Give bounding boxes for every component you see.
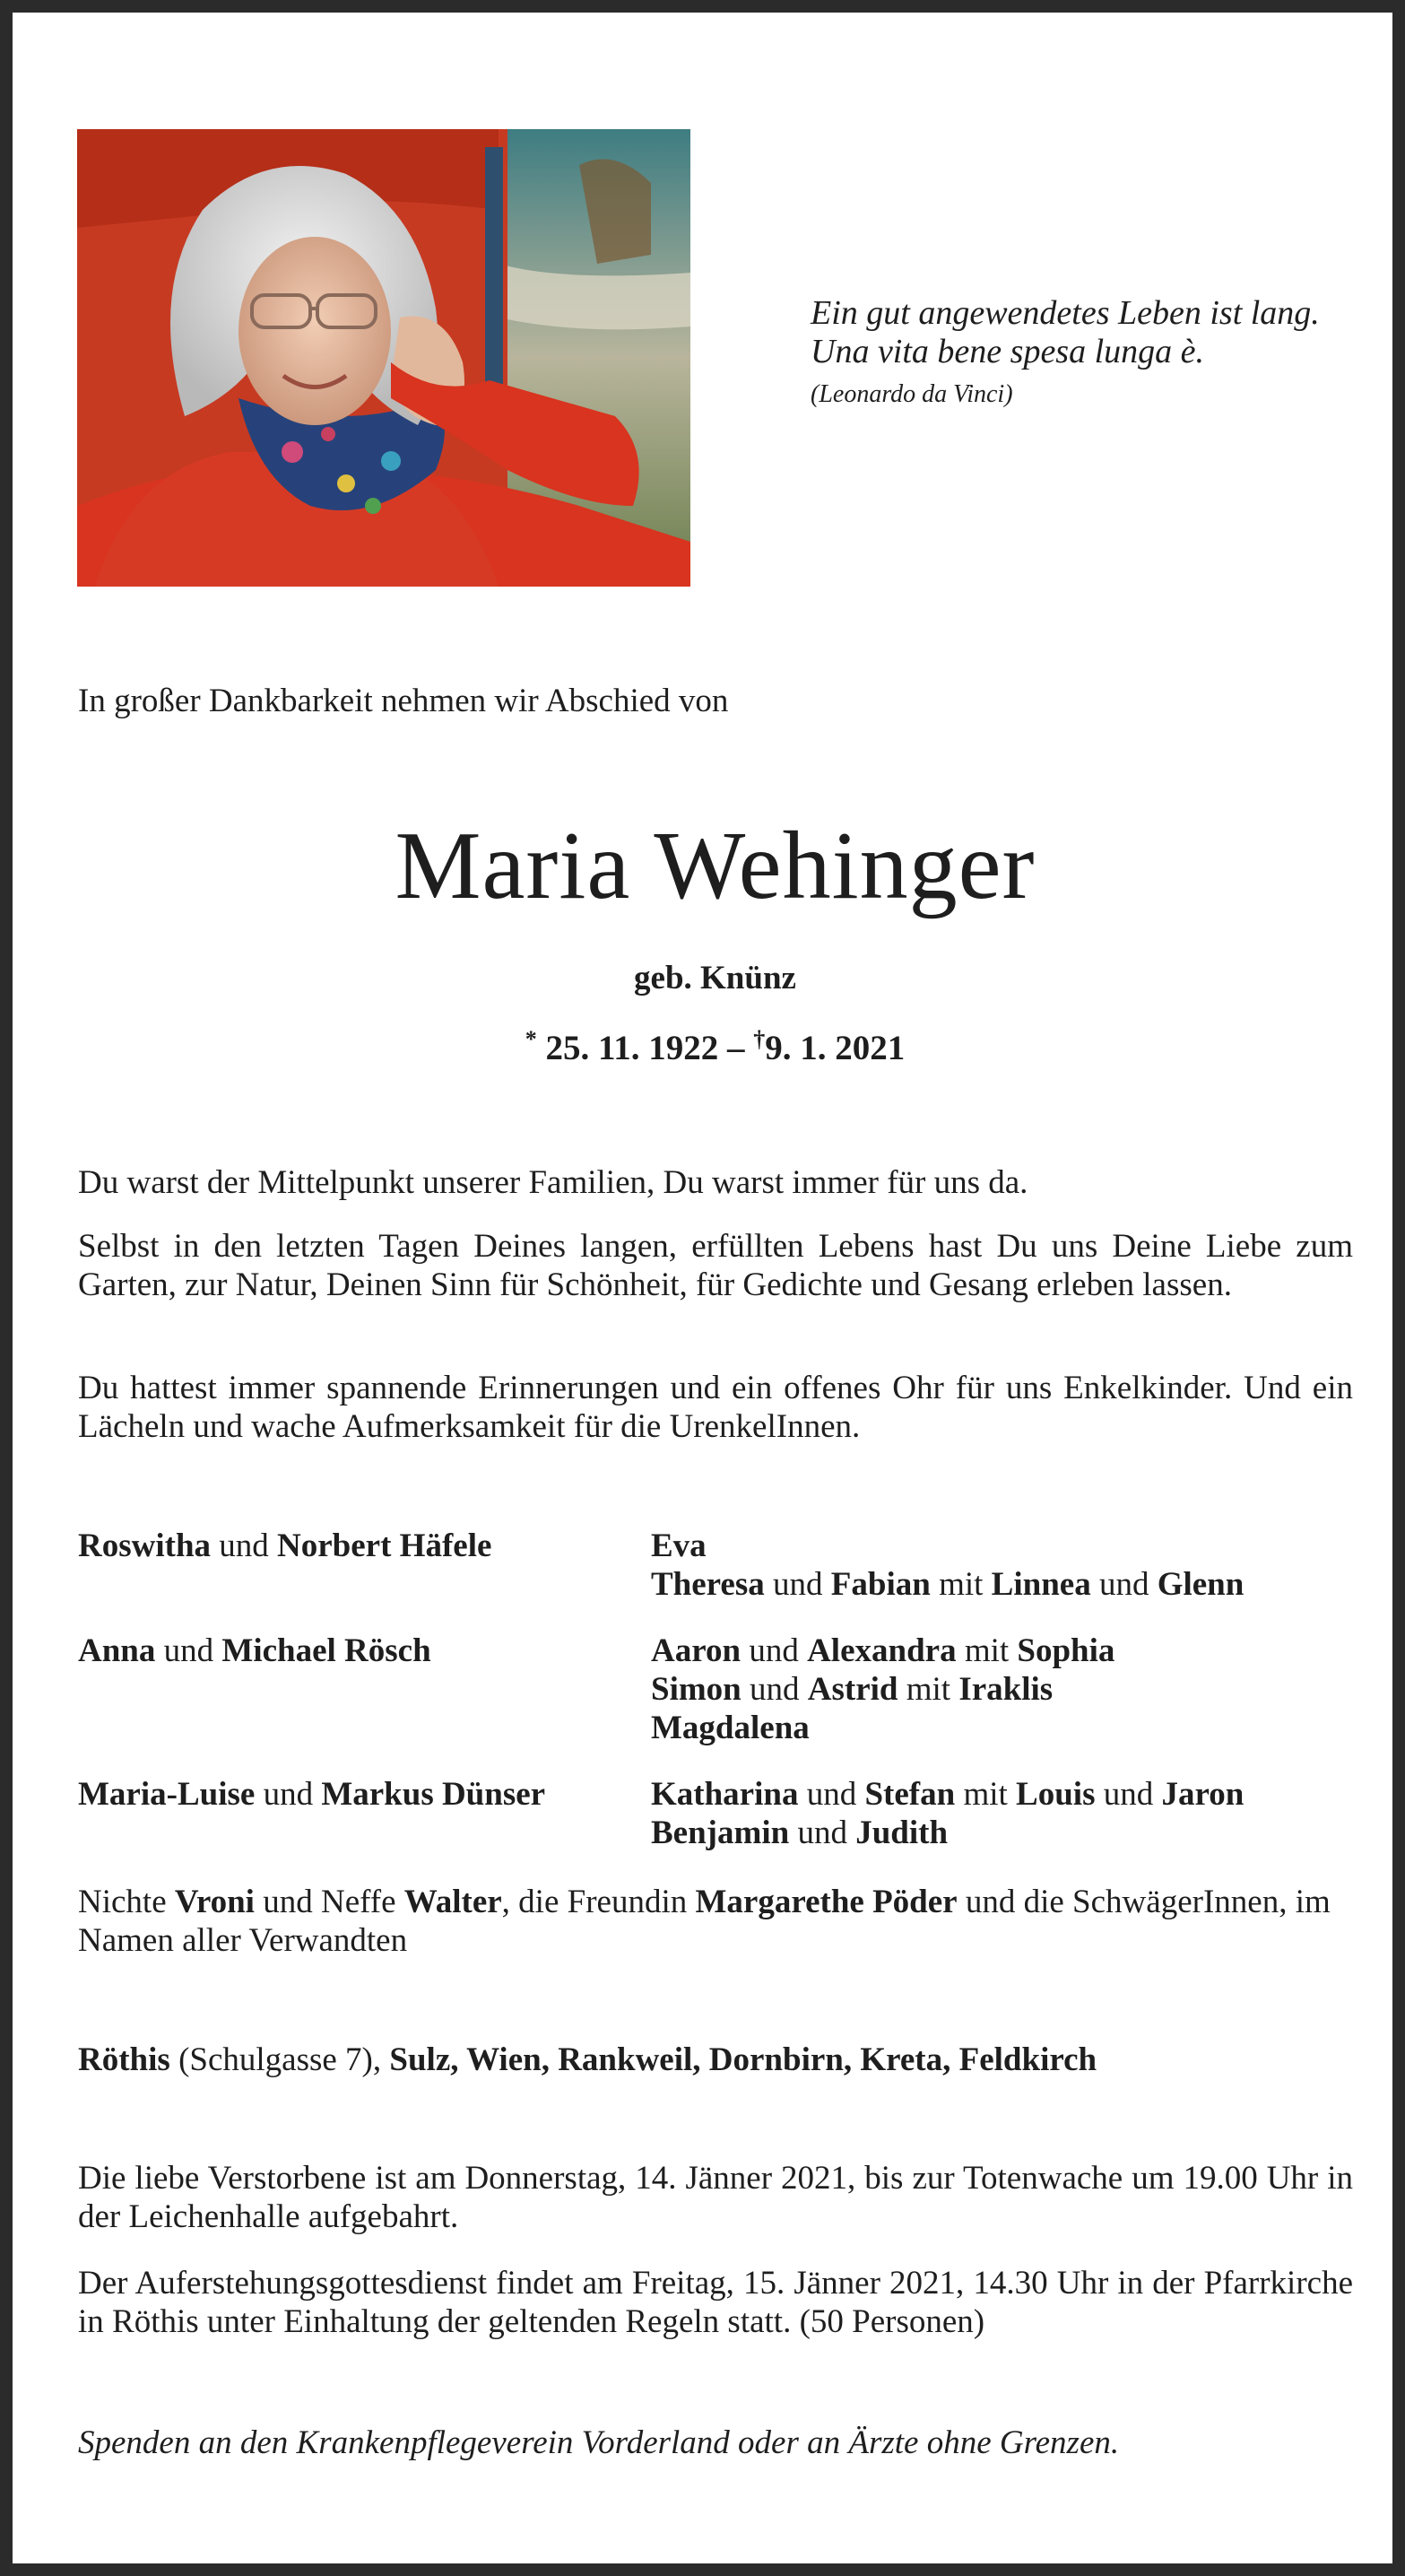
family-group-3-parents (78, 1775, 643, 1814)
quote-source: (Leonardo da Vinci) (811, 380, 1013, 408)
places-line (78, 2041, 1353, 2079)
portrait-photo (77, 129, 690, 587)
family-connector: mit (964, 1632, 1010, 1669)
family-group-3-children (651, 1775, 1359, 1852)
relatives-text: , die Freundin (501, 1884, 696, 1920)
family-connector: mit (963, 1776, 1008, 1813)
family-connector: und (1103, 1776, 1154, 1813)
paragraph-grandchildren: Du hattest immer spannende Erinnerungen und ein offenes Ohr für uns Enkelkinder. Und ein Lächeln und wache Aufmerksamkeit für die UrenkelInnen. (78, 1370, 1353, 1445)
birth-date: 25. 11. 1922 (545, 1029, 719, 1067)
paragraph-memories: Selbst in den letzten Tagen Deines langen, erfüllten Lebens hast Du uns Deine Liebe zum Garten, zur Natur, Deinen Sinn für Schönheit, für Gedichte und Gesang erleben lassen. (78, 1228, 1353, 1303)
maiden-name: geb. Knünz (634, 960, 796, 996)
family-connector: und (219, 1527, 269, 1564)
family-connector: und (797, 1815, 847, 1851)
family-connector: und (750, 1671, 800, 1708)
family-connector: mit (939, 1566, 984, 1603)
relatives-line (78, 1883, 1353, 1960)
family-name: Anna (78, 1632, 156, 1669)
family-group-1-children (651, 1527, 1359, 1604)
family-name: Maria-Luise (78, 1776, 256, 1813)
relatives-text: und die SchwägerInnen, im Namen aller Verwandten (78, 1884, 1331, 1959)
death-date: 9. 1. 2021 (765, 1029, 906, 1067)
intro-text: In großer Dankbarkeit nehmen wir Abschied von (78, 683, 729, 719)
family-name: Jaron (1161, 1776, 1245, 1813)
family-name: Markus Dünser (321, 1776, 546, 1813)
donation-note: Spenden an den Krankenpflegeverein Vorderland oder an Ärzte ohne Grenzen. (78, 2424, 1120, 2461)
family-connector: und (749, 1632, 799, 1669)
family-name: Stefan (864, 1776, 956, 1813)
paragraph-center: Du warst der Mittelpunkt unserer Familien, Du warst immer für uns da. (78, 1164, 1028, 1201)
quote-line-german: Ein gut angewendetes Leben ist lang. (811, 294, 1320, 332)
family-group-2-parents (78, 1632, 643, 1670)
family-name: Sophia (1017, 1632, 1115, 1669)
family-name: Glenn (1157, 1566, 1245, 1603)
family-name: Magdalena (651, 1710, 810, 1746)
family-connector: und (806, 1776, 857, 1813)
family-name: Benjamin (651, 1815, 790, 1851)
family-name: Vroni (174, 1884, 255, 1920)
date-separator: – (727, 1029, 745, 1067)
family-name: Fabian (830, 1566, 931, 1603)
family-name: Roswitha (78, 1527, 212, 1564)
place-address: (Schulgasse 7), (169, 2041, 390, 2078)
family-name: Katharina (651, 1776, 799, 1813)
relatives-text: Nichte (78, 1884, 175, 1920)
family-name: Astrid (807, 1671, 898, 1708)
quote-block (811, 294, 1349, 413)
death-mark: † (753, 1026, 766, 1052)
family-name: Margarethe Pöder (695, 1884, 958, 1920)
family-name: Simon (651, 1671, 742, 1708)
family-name: Iraklis (958, 1671, 1054, 1708)
family-connector: und (773, 1566, 823, 1603)
family-name: Norbert Häfele (277, 1527, 492, 1564)
family-name: Walter (403, 1884, 502, 1920)
relatives-text: und Neffe (254, 1884, 404, 1920)
service-info: Der Auferstehungsgottesdienst findet am Freitag, 15. Jänner 2021, 14.30 Uhr in der Pfarrkirche in Röthis unter Einhaltung der geltenden Regeln statt. (50 Personen) (78, 2265, 1353, 2340)
birth-mark: * (525, 1026, 537, 1052)
family-connector: und (1098, 1566, 1149, 1603)
family-connector: und (163, 1632, 214, 1669)
family-name: Aaron (651, 1632, 742, 1669)
family-name: Alexandra (807, 1632, 957, 1669)
family-name: Judith (855, 1815, 949, 1851)
family-group-1-parents (78, 1527, 643, 1565)
place-home: Röthis (78, 2041, 170, 2078)
family-name: Theresa (651, 1566, 765, 1603)
family-name: Linnea (991, 1566, 1091, 1603)
place-list: Sulz, Wien, Rankweil, Dornbirn, Kreta, Feldkirch (389, 2041, 1097, 2078)
family-name: Eva (651, 1527, 707, 1564)
family-name: Michael Rösch (221, 1632, 431, 1669)
family-connector: mit (906, 1671, 951, 1708)
wake-info: Die liebe Verstorbene ist am Donnerstag, 14. Jänner 2021, bis zur Totenwache um 19.00 Uhr in der Leichenhalle aufgebahrt. (78, 2160, 1353, 2235)
family-connector: und (263, 1776, 314, 1813)
life-dates (13, 1026, 1405, 1068)
family-name: Louis (1016, 1776, 1096, 1813)
deceased-name: Maria Wehinger (395, 813, 1036, 919)
portrait-image (77, 129, 690, 587)
quote-line-italian: Una vita bene spesa lunga è. (811, 333, 1205, 370)
family-group-2-children (651, 1632, 1359, 1747)
